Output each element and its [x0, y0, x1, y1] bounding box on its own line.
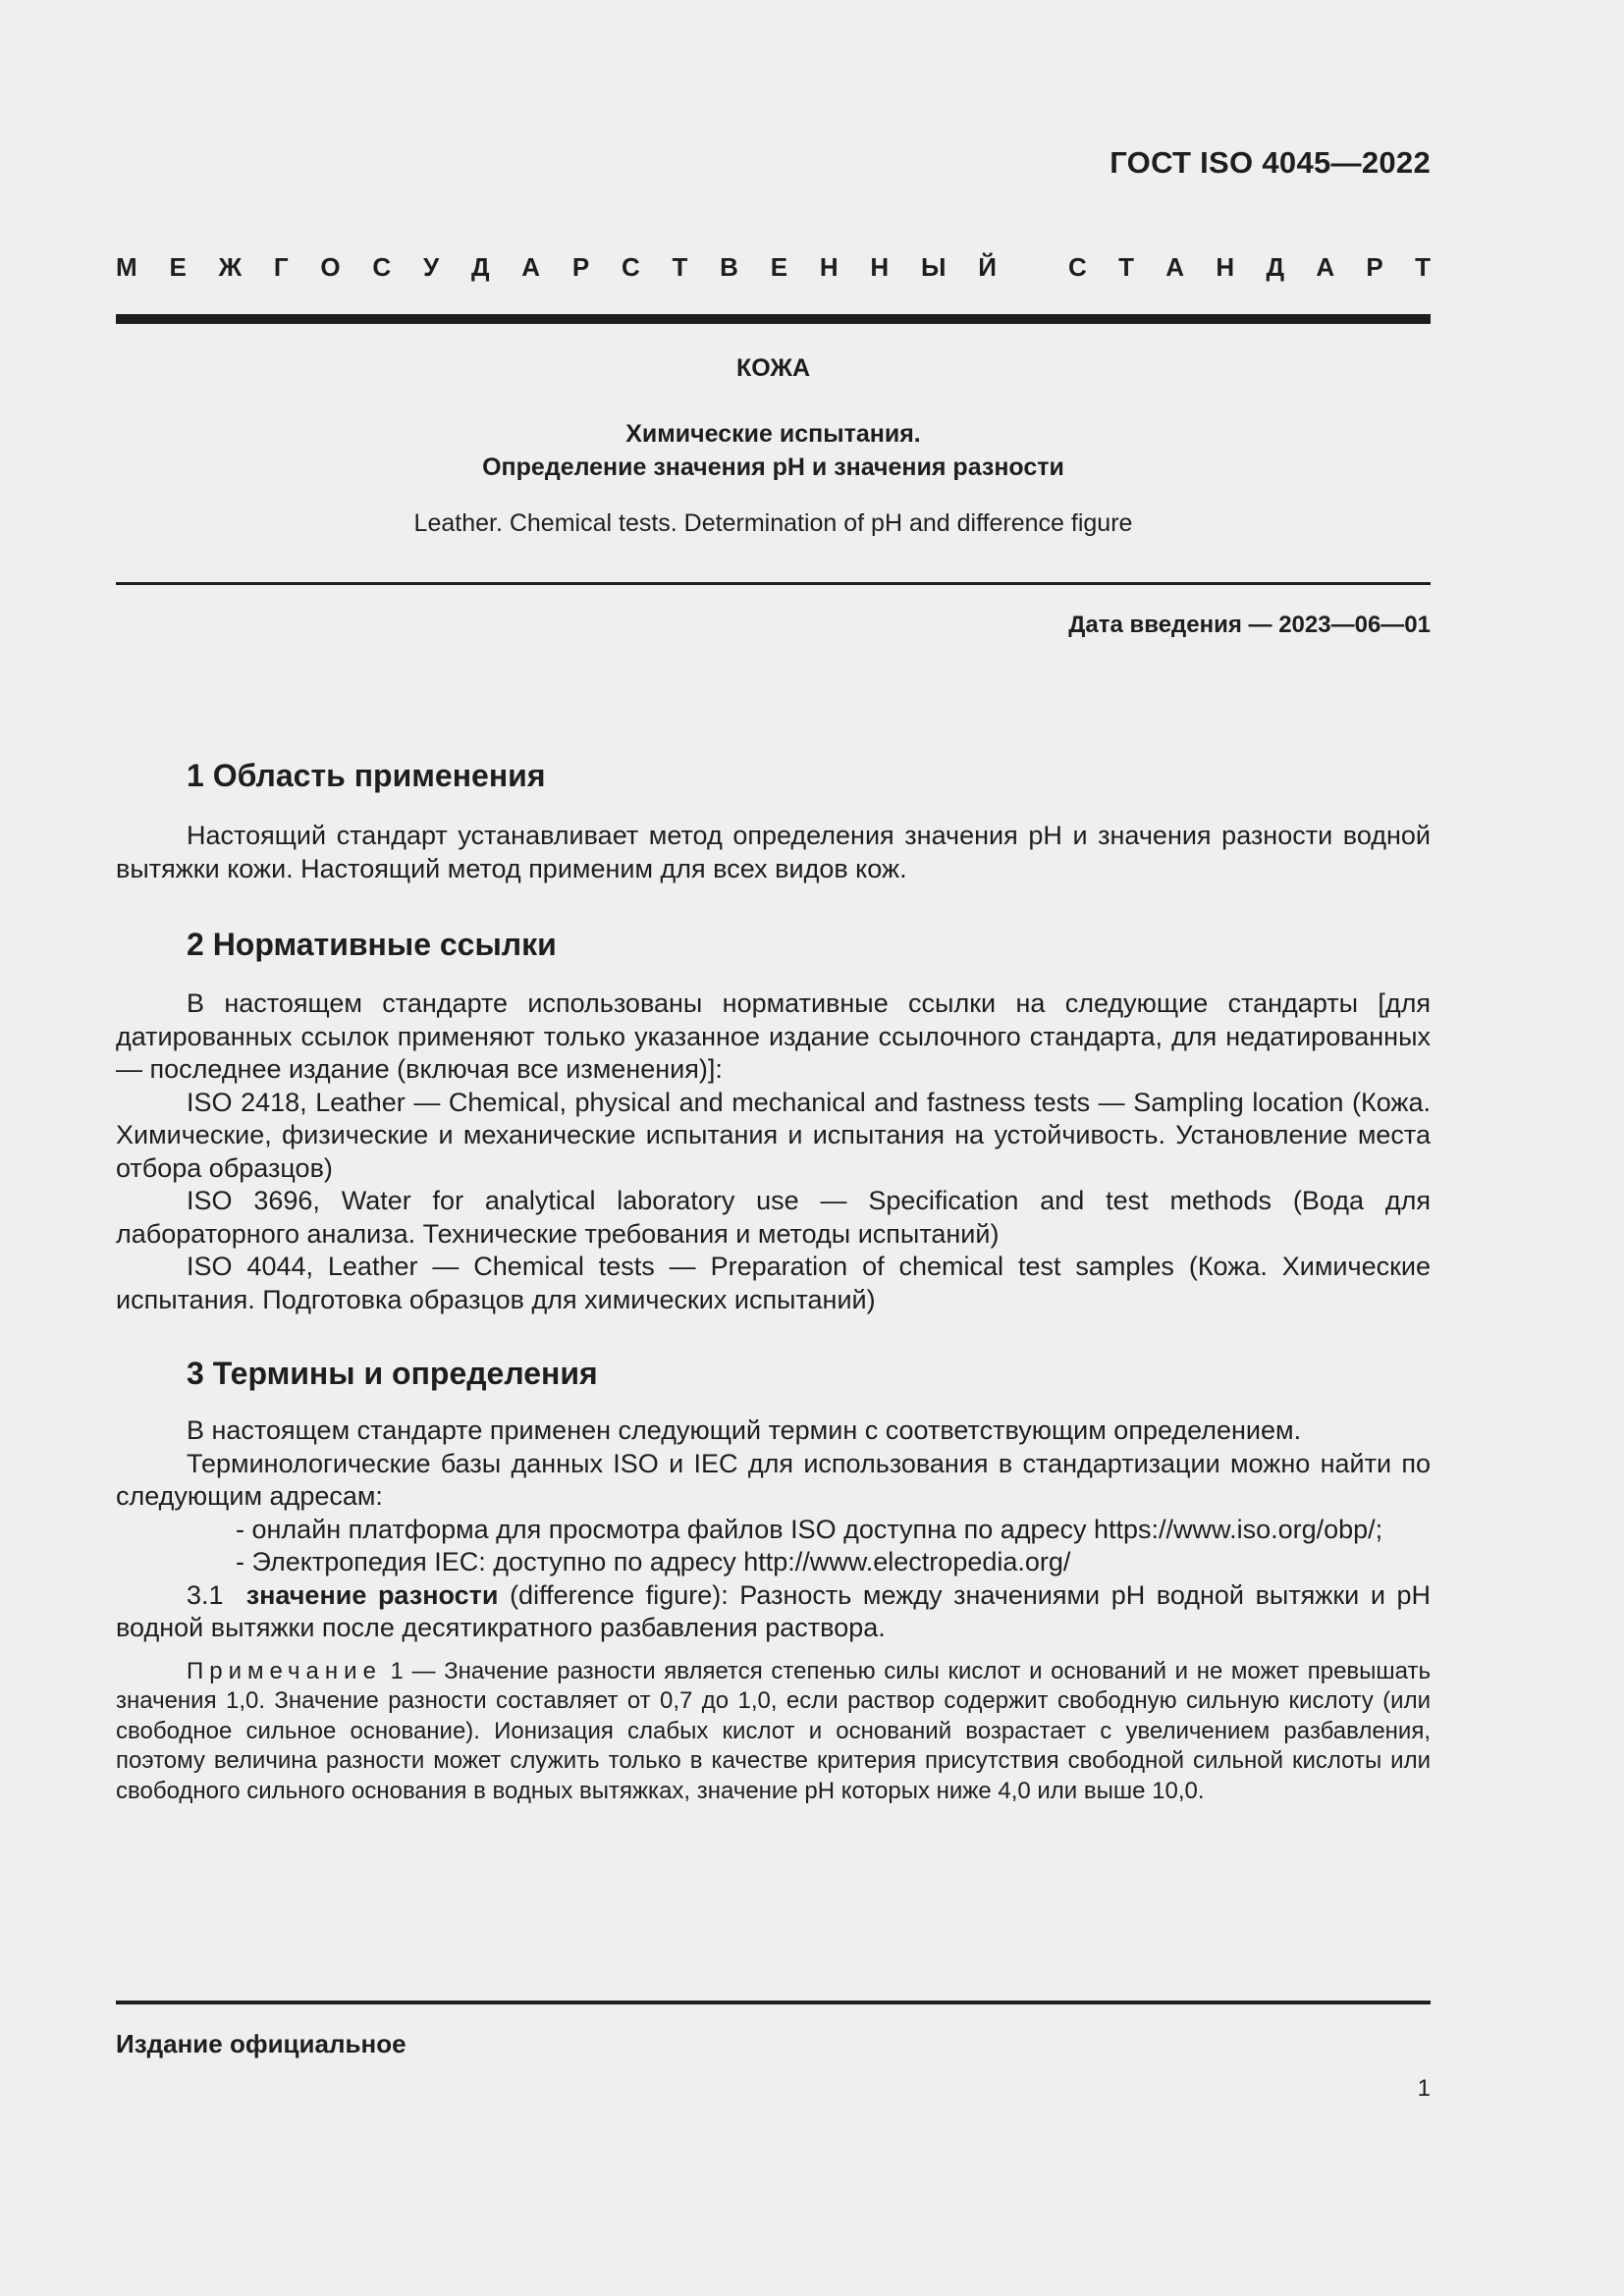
subtitle-line-2: Определение значения pH и значения разности	[482, 454, 1064, 481]
section-1-paragraph: Настоящий стандарт устанавливает метод определения значения pH и значения разности водной вытяжки кожи. Настоящий метод применим для всех видов кож.	[116, 821, 1431, 883]
banner-letter: О	[320, 252, 341, 282]
document-subtitle	[116, 417, 1431, 484]
official-edition-label: Издание официальное	[116, 2029, 406, 2058]
section-1-body	[116, 820, 1431, 885]
section-2-paragraph: В настоящем стандарте использованы нормативные ссылки на следующие стандарты [для датированных ссылок применяют только указанное издание ссылочного стандарта, для недатированных — последнее издание (включая все изменения)]:	[116, 988, 1431, 1084]
document-page	[116, 0, 1431, 2296]
note-label: Примечание	[187, 1657, 382, 1684]
section-3-heading: 3 Термины и определения	[187, 1356, 598, 1391]
section-2-heading: 2 Нормативные ссылки	[187, 927, 557, 962]
subtitle-line-1: Химические испытания.	[625, 420, 921, 448]
page-number: 1	[1417, 2075, 1431, 2102]
banner-letter: С	[1068, 252, 1087, 282]
list-item-electropedia: - Электропедия IEC: доступно по адресу http://www.electropedia.org/	[236, 1547, 1071, 1576]
note-text: 1 — Значение разности является степенью силы кислот и оснований и не может превышать значения 1,0. Значение разности составляет от 0,7 до 1,0, если раствор содержит свободную сильную кислоту (или свободное сильное основание). Ионизация слабых кислот и оснований возрастает с увеличением разбавления, поэтому величина разности может служить только в качестве критерия присутствия свободной сильной кислоты или свободного сильного основания в водных вытяжках, значение pH которых ниже 4,0 или выше 10,0.	[116, 1657, 1431, 1804]
banner-letter: Д	[1266, 252, 1285, 282]
banner-letter: М	[116, 252, 137, 282]
banner-letter: Е	[169, 252, 187, 282]
section-3-paragraph-2: Терминологические базы данных ISO и IEC для использования в стандартизации можно найти по следующим адресам:	[116, 1448, 1431, 1511]
banner-letter: Й	[978, 252, 997, 282]
english-title: Leather. Chemical tests. Determination of pH and difference figure	[413, 509, 1133, 537]
header-rule	[116, 314, 1431, 324]
banner-letter: У	[422, 252, 440, 282]
banner-letter: Н	[870, 252, 890, 282]
introduction-date: Дата введения — 2023—06—01	[1068, 612, 1431, 638]
term-number: 3.1	[187, 1579, 224, 1610]
banner-letter: Н	[819, 252, 839, 282]
banner-letter: Н	[1216, 252, 1235, 282]
banner-letter: С	[621, 252, 640, 282]
banner-letter: С	[372, 252, 392, 282]
term-definition	[116, 1579, 1431, 1645]
list-item-iso-obp: - онлайн платформа для просмотра файлов ISO доступна по адресу https://www.iso.org/obp/;	[236, 1514, 1383, 1544]
banner-letter: А	[521, 252, 541, 282]
section-2-body	[116, 988, 1431, 1316]
title-rule	[116, 582, 1431, 585]
banner-letter: Г	[273, 252, 289, 282]
banner-word-interstate	[116, 252, 997, 283]
term-text: (difference figure): Разность между значениями pH водной вытяжки и pH водной вытяжки после десятикратного разбавления раствора.	[116, 1579, 1431, 1642]
term-note	[116, 1657, 1431, 1807]
banner-letter: Ы	[920, 252, 947, 282]
banner-letter: Т	[1415, 252, 1431, 282]
interstate-standard-banner	[116, 252, 1431, 283]
banner-letter: А	[1165, 252, 1185, 282]
banner-letter: Д	[470, 252, 490, 282]
banner-letter: Т	[672, 252, 688, 282]
banner-letter: Т	[1118, 252, 1134, 282]
banner-letter: Р	[1366, 252, 1383, 282]
section-1-heading: 1 Область применения	[187, 758, 546, 793]
footer-rule	[116, 2001, 1431, 2004]
banner-letter: Ж	[218, 252, 243, 282]
banner-letter: В	[720, 252, 738, 282]
banner-word-standard	[1068, 252, 1431, 283]
banner-letter: Р	[571, 252, 590, 282]
banner-letter: А	[1316, 252, 1335, 282]
section-3-paragraph-1: В настоящем стандарте применен следующий термин с соответствующим определением.	[187, 1415, 1302, 1445]
term-name: значение разности	[245, 1579, 499, 1610]
banner-letter: Е	[770, 252, 788, 282]
reference-iso-3696: ISO 3696, Water for analytical laboratory use — Specification and test methods (Вода для лабораторного анализа. Технические требования и методы испытаний)	[116, 1186, 1431, 1249]
document-title: КОЖА	[735, 354, 811, 382]
reference-iso-2418: ISO 2418, Leather — Chemical, physical and mechanical and fastness tests — Sampling location (Кожа. Химические, физические и механические испытания и испытания на устойчивость. Установление места отбора образцов)	[116, 1087, 1431, 1183]
reference-iso-4044: ISO 4044, Leather — Chemical tests — Preparation of chemical test samples (Кожа. Химические испытания. Подготовка образцов для химических испытаний)	[116, 1252, 1431, 1314]
standard-code: ГОСТ ISO 4045—2022	[1110, 145, 1431, 180]
section-3-body	[116, 1415, 1431, 1806]
